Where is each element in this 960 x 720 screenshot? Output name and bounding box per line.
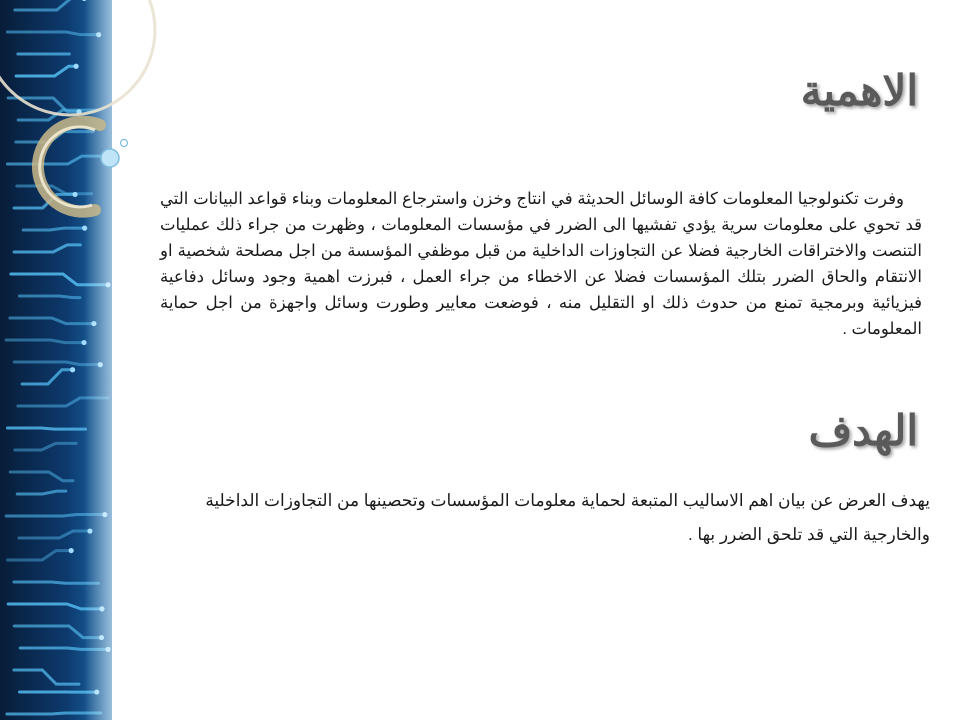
heading-importance: الاهمية xyxy=(800,66,918,115)
circuit-board-decoration xyxy=(0,0,112,720)
goal-paragraph: يهدف العرض عن بيان اهم الاساليب المتبعة لحماية معلومات المؤسسات وتحصينها من التجاوزات الداخلية والخارجية التي قد تلحق الضرر بها . xyxy=(205,491,930,544)
importance-paragraph: وفرت تكنولوجيا المعلومات كافة الوسائل الحديثة في انتاج وخزن واسترجاع المعلومات وبناء قواعد البيانات التي قد تحوي على معلومات سرية يؤدي تفشيها الى الضرر في مؤسسات المعلومات ، وظهرت من جراء ذلك عمليات التنصت والاختراقات الخارجية فضلا عن التجاوزات الداخلية من قبل موظفي المؤسسة من اجل مصلحة شخصية او الانتقام والحاق الضرر بتلك المؤسسات فضلا عن الاخطاء من جراء العمل ، فبرزت اهمية وجود وسائل دفاعية فيزيائية وبرمجية تمنع من حدوث ذلك او التقليل منه ، فوضعت معايير وطورت وسائل واجهزة من اجل حماية المعلومات . xyxy=(160,190,922,338)
heading-goal: الهدف xyxy=(808,406,918,455)
